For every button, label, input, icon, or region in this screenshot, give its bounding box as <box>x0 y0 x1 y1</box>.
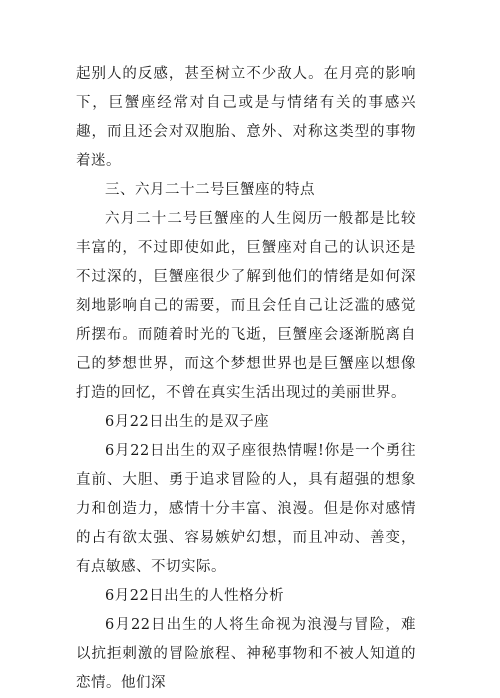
section-heading-cancer-traits: 三、六月二十二号巨蟹座的特点 <box>105 182 315 198</box>
paragraph-cancer-traits: 六月二十二号巨蟹座的人生阅历一般都是比较丰富的，不过即使如此，巨蟹座对自己的认识还是不过深的，巨蟹座很少了解到他们的情绪是如何深刻地影响自己的需要，而且会任自己让泛滥的感觉所摆布。而随着时光的飞逝，巨蟹座会逐渐脱离自己的梦想世界，而这个梦想世界也是巨蟹座以想像打造的回忆，不曾在真实生活出现过的美丽世界。 <box>76 211 416 401</box>
section-heading-gemini: 6月22日出生的是双子座 <box>105 414 270 430</box>
paragraph-continuation: 起别人的反感，甚至树立不少敌人。在月亮的影响下，巨蟹座经常对自己或是与情绪有关的事感兴趣，而且还会对双胞胎、意外、对称这类型的事物着迷。 <box>76 66 416 169</box>
document-body <box>76 60 416 698</box>
paragraph-personality: 6月22日出生的人将生命视为浪漫与冒险，难以抗拒刺激的冒险旅程、神秘事物和不被人知道的恋情。他们深 <box>76 617 416 691</box>
paragraph-gemini: 6月22日出生的双子座很热情喔!你是一个勇往直前、大胆、勇于追求冒险的人，具有超强的想象力和创造力，感情十分丰富、浪漫。但是你对感情的占有欲太强、容易嫉妒幻想，而且冲动、善变，有点敏感、不切实际。 <box>76 443 416 575</box>
section-heading-personality: 6月22日出生的人性格分析 <box>105 588 285 604</box>
